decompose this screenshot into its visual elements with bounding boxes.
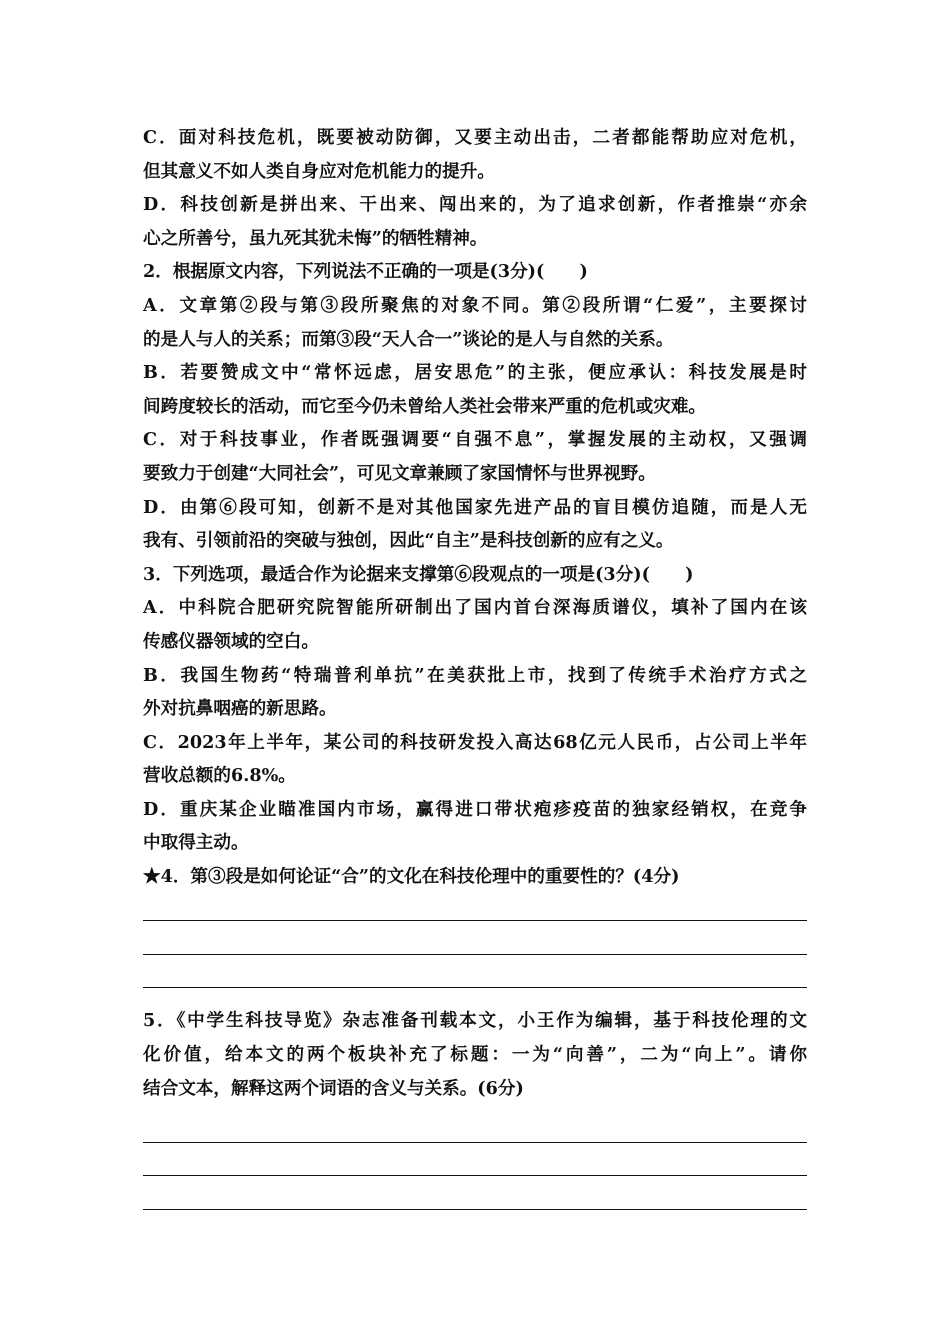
- q2-option-d-line1: D．由第⑥段可知，创新不是对其他国家先进产品的盲目模仿追随，而是人无: [143, 496, 807, 518]
- q1-option-d-line1: D．科技创新是拼出来、干出来、闯出来的，为了追求创新，作者推崇“亦余: [143, 194, 807, 216]
- q3-option-b-line1: B．我国生物药“特瑞普利单抗”在美获批上市，找到了传统手术治疗方式之: [143, 664, 807, 686]
- q3-option-d-line2: 中取得主动。: [143, 832, 249, 854]
- q4-answer-line[interactable]: [143, 927, 807, 961]
- q5-answer-line[interactable]: [143, 1115, 807, 1149]
- q3-option-c-line1: C．2023年上半年，某公司的科技研发投入高达68亿元人民币，占公司上半年: [143, 731, 807, 753]
- q5-stem-line3: 结合文本，解释这两个词语的含义与关系。(6分): [143, 1077, 524, 1099]
- q4-stem: ★4．第③段是如何论证“合”的文化在科技伦理中的重要性的？(4分): [143, 866, 680, 888]
- spacer: [143, 994, 807, 1004]
- q3-stem: 3．下列选项，最适合作为论据来支撑第⑥段观点的一项是(3分)( ): [143, 563, 694, 585]
- q1-option-c-line1: C．面对科技危机，既要被动防御，又要主动出击，二者都能帮助应对危机，: [143, 127, 807, 148]
- q3-option-b-line2: 外对抗鼻咽癌的新思路。: [143, 698, 337, 720]
- q1-option-d-line2: 心之所善兮，虽九死其犹未悔”的牺牲精神。: [143, 227, 488, 249]
- q5-stem-line2: 化价值，给本文的两个板块补充了标题：一为“向善”，二为“向上”。请你: [143, 1044, 807, 1066]
- q4-answer-line[interactable]: [143, 961, 807, 995]
- spacer: [143, 1105, 807, 1115]
- q2-option-b-line1: B．若要赞成文中“常怀远虑，居安思危”的主张，便应承认：科技发展是时: [143, 362, 807, 384]
- q2-option-c-line1: C．对于科技事业，作者既强调要“自强不息”，掌握发展的主动权，又强调: [143, 429, 807, 451]
- q3-option-a-line2: 传感仪器领域的空白。: [143, 630, 319, 652]
- q3-option-d-line1: D．重庆某企业瞄准国内市场，赢得进口带状疱疹疫苗的独家经销权，在竞争: [143, 798, 807, 820]
- q3-option-a-line1: A．中科院合肥研究院智能所研制出了国内首台深海质谱仪，填补了国内在该: [143, 597, 807, 619]
- q1-option-c-line2: 但其意义不如人类自身应对危机能力的提升。: [143, 160, 495, 182]
- q4-answer-line[interactable]: [143, 894, 807, 928]
- q5-answer-line[interactable]: [143, 1182, 807, 1216]
- q3-option-c-line2: 营收总额的6.8%。: [143, 765, 296, 787]
- q2-option-a-line1: A．文章第②段与第③段所聚焦的对象不同。第②段所谓“仁爱”，主要探讨: [143, 294, 807, 316]
- q2-option-c-line2: 要致力于创建“大同社会”，可见文章兼顾了家国情怀与世界视野。: [143, 462, 656, 484]
- q2-option-d-line2: 我有、引领前沿的突破与独创，因此“自主”是科技创新的应有之义。: [143, 530, 674, 552]
- q5-stem-line1: 5．《中学生科技导览》杂志准备刊载本文，小王作为编辑，基于科技伦理的文: [143, 1010, 807, 1032]
- q2-option-b-line2: 间跨度较长的活动，而它至今仍未曾给人类社会带来严重的危机或灾难。: [143, 395, 707, 417]
- q5-answer-line[interactable]: [143, 1149, 807, 1183]
- q2-stem: 2．根据原文内容，下列说法不正确的一项是(3分)( ): [143, 261, 588, 283]
- exam-page: [143, 121, 807, 1216]
- q2-option-a-line2: 的是人与人的关系；而第③段“天人合一”谈论的是人与自然的关系。: [143, 328, 674, 350]
